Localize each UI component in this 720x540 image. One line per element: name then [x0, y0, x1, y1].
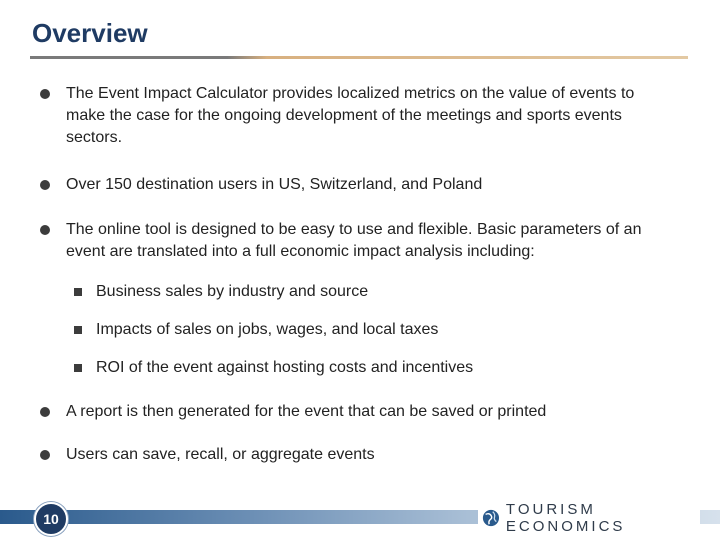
logo-text: TOURISM ECONOMICS — [505, 501, 626, 535]
square-bullet-icon — [74, 288, 82, 296]
bullet-icon — [40, 89, 50, 99]
bullet-text: The Event Impact Calculator provides localized metrics on the value of events to make the case for the ongoing development of the meetings and sports events sectors. — [66, 85, 635, 146]
bullet-item — [66, 174, 671, 196]
sub-bullet-text: Impacts of sales on jobs, wages, and local taxes — [96, 321, 439, 338]
bullet-icon — [40, 407, 50, 417]
sub-bullet-text: Business sales by industry and source — [96, 283, 369, 300]
sub-bullet-item — [96, 281, 676, 303]
bullet-item — [66, 444, 671, 466]
sub-bullet-item — [96, 357, 676, 379]
bullet-text: The online tool is designed to be easy to use and flexible. Basic parameters of an event are translated into a full economic impact analysis including: — [66, 221, 642, 260]
bullet-text: A report is then generated for the event that can be saved or printed — [66, 403, 547, 420]
bullet-text: Over 150 destination users in US, Switzerland, and Poland — [66, 176, 483, 193]
slide-title: Overview — [32, 18, 148, 48]
bullet-item — [66, 219, 671, 263]
square-bullet-icon — [74, 326, 82, 334]
globe-icon — [482, 508, 500, 528]
tourism-economics-logo — [478, 501, 700, 535]
bullet-item — [66, 83, 671, 149]
square-bullet-icon — [74, 364, 82, 372]
sub-bullet-text: ROI of the event against hosting costs and incentives — [96, 359, 474, 376]
bullet-icon — [40, 180, 50, 190]
bullet-text: Users can save, recall, or aggregate events — [66, 446, 375, 463]
page-number-badge: 10 — [34, 502, 68, 536]
bullet-item — [66, 401, 671, 423]
bullet-icon — [40, 225, 50, 235]
bullet-icon — [40, 450, 50, 460]
sub-bullet-item — [96, 319, 676, 341]
